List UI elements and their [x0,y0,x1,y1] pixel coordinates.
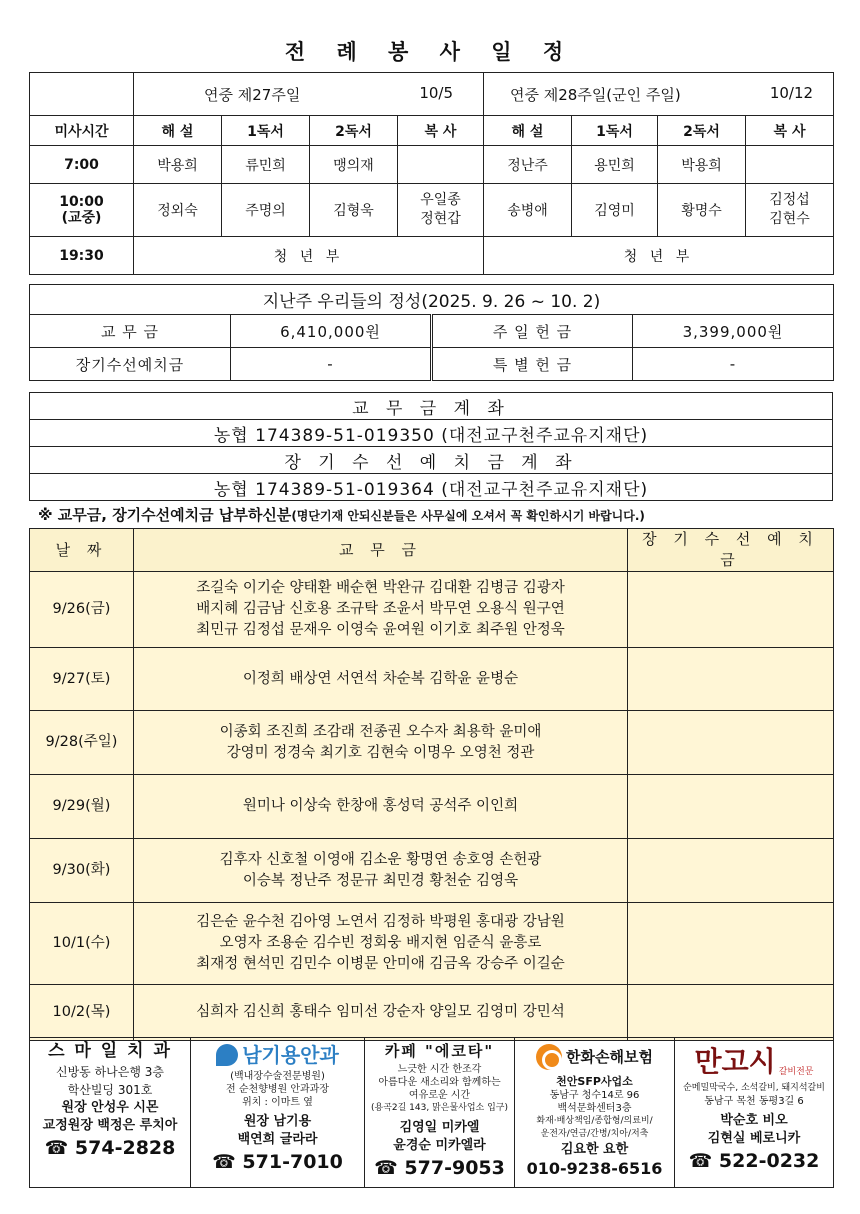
donor-table [29,528,834,1041]
week2-name: 연중 제28주일(군인 주일) [510,85,681,104]
ad-contact: 백연희 글라라 [237,1132,318,1147]
role-cell [398,146,484,184]
ad-contact: 김요한 요한 [560,1142,629,1157]
offering-row [30,315,834,348]
donor-row [30,839,834,903]
ad-line: 느긋한 시간 한조각 [397,1064,482,1075]
ad-contact: 원장 남기용 [243,1114,312,1129]
ad-phone: 010-9238-6516 [526,1159,663,1178]
ad-logo [675,1044,833,1080]
ad-dental [30,1038,191,1188]
role-cell: 맹의재 [310,146,398,184]
donor-date: 9/29(월) [30,775,134,839]
schedule-row [30,146,834,184]
donor-names: 김후자 신호철 이영애 김소운 황명연 송호영 손헌광 이승복 정난주 정문규 최민경 황천순 김영욱 [134,839,628,903]
col-header: 1독서 [572,116,658,146]
offering-label: 장기수선예치금 [30,348,231,381]
youth-group-cell: 청 년 부 [134,237,484,275]
donor-names: 조길숙 이기순 양태환 배순현 박완규 김대환 김병금 김광자 배지혜 김금남 신호용 조규탁 조윤서 박무연 오용식 원구연 최민규 김정섭 문재우 이영숙 윤여원 이기호 최주원 안정욱 [134,572,628,648]
page-title: 전 례 봉 사 일 정 [284,40,576,64]
repair-fund-names [628,711,834,775]
eye-drop-icon [216,1044,238,1066]
corner-cell [30,73,134,116]
ad-phone: ☎ 577-9053 [374,1157,505,1179]
donor-date: 10/1(수) [30,903,134,985]
ad-line: 화재·배상책임/종합형/의료비/ [536,1116,653,1126]
ad-line: 학산빌딩 301호 [67,1083,153,1097]
col-header: 2독서 [310,116,398,146]
mass-time: 10:00 (교중) [30,184,134,237]
offering-label: 주 일 헌 금 [432,315,633,348]
schedule-header-row [30,116,834,146]
col-header: 미사시간 [30,116,134,146]
ad-restaurant [675,1038,834,1188]
col-header: 장 기 수 선 예 치 금 [628,529,834,572]
ad-line: 여유로운 시간 [408,1090,471,1101]
col-header: 해 설 [134,116,222,146]
role-cell: 송병애 [484,184,572,237]
donor-names: 심희자 김신희 홍태수 임미선 강순자 양일모 김영미 강민석 [134,985,628,1041]
ad-line: 전 순천향병원 안과과장 [226,1084,329,1095]
account-number: 농협 174389-51-019364 (대전교구천주교유지재단) [30,474,833,501]
ad-phone: ☎ 522-0232 [688,1150,820,1172]
schedule-row [30,184,834,237]
offering-value: 3,399,000원 [633,315,834,348]
repair-fund-names [628,775,834,839]
week1-name: 연중 제27주일 [204,85,301,104]
offering-label: 특 별 헌 금 [432,348,633,381]
ad-logo [191,1044,364,1066]
donor-row [30,903,834,985]
ad-phone: ☎ 571-7010 [212,1151,343,1173]
role-cell: 김형욱 [310,184,398,237]
ad-cafe [365,1038,515,1188]
ad-contact: 김현실 베로니카 [707,1131,801,1146]
col-header: 복 사 [746,116,834,146]
ad-line: (백내장수술전문병원) [230,1071,325,1082]
repair-fund-names [628,839,834,903]
col-header: 2독서 [658,116,746,146]
ad-line: (용곡2길 143, 맑은물사업소 입구) [370,1103,508,1113]
donor-row [30,572,834,648]
ad-contact: 원장 안성우 시몬 [61,1100,159,1115]
ad-line: 운전자/연금/간병/치아/저축 [540,1129,649,1139]
account-title: 장 기 수 선 예 치 금 계 좌 [30,447,833,474]
donor-date: 10/2(목) [30,985,134,1041]
donor-date: 9/26(금) [30,572,134,648]
repair-fund-names [628,903,834,985]
offering-row [30,348,834,381]
ad-name: 남기용안과 [242,1042,339,1067]
ad-name: 만고시 [694,1045,776,1078]
ad-line: 아름다운 새소리와 함께하는 [378,1077,501,1088]
offering-table [29,284,834,381]
role-cell: 용민희 [572,146,658,184]
ad-name: 스 마 일 치 과 [48,1041,172,1061]
ad-line: 동남구 목천 동평3길 6 [704,1096,804,1107]
col-header: 교 무 금 [134,529,628,572]
accounts-table [29,392,833,501]
donor-row [30,985,834,1041]
role-cell [746,146,834,184]
notice-main: ※ 교무금, 장기수선예치금 납부하신분 [38,506,292,524]
donor-row [30,775,834,839]
ad-name: 한화손해보험 [566,1047,653,1066]
week2-date: 10/12 [769,83,814,102]
donor-header-row [30,529,834,572]
col-header: 날 짜 [30,529,134,572]
ad-line: 갈비전문 [778,1067,814,1077]
ad-contact: 박순호 비오 [720,1113,788,1128]
donor-date: 9/30(화) [30,839,134,903]
donor-date: 9/27(토) [30,648,134,711]
offering-value: - [633,348,834,381]
role-cell: 박용희 [658,146,746,184]
offering-value: 6,410,000원 [231,315,432,348]
role-cell: 정난주 [484,146,572,184]
ad-logo [515,1044,674,1070]
ad-contact: 교정원장 백정은 루치아 [42,1118,178,1133]
ad-line: 순메밀막국수, 소석갈비, 돼지석갈비 [683,1083,825,1093]
schedule-row [30,237,834,275]
donor-names: 김은순 윤수천 김아영 노연서 김정하 박평원 홍대광 강남원 오영자 조용순 김수빈 정회웅 배지현 임준식 윤흥로 최재정 현석민 김민수 이병문 안미애 김금옥 강승주 이길순 [134,903,628,985]
donor-names: 원미나 이상숙 한창애 홍성덕 공석주 이인희 [134,775,628,839]
account-number: 농협 174389-51-019350 (대전교구천주교유지재단) [30,420,833,447]
offering-value: - [231,348,432,381]
col-header: 해 설 [484,116,572,146]
ad-phone: ☎ 574-2828 [44,1137,176,1159]
youth-group-cell: 청 년 부 [484,237,834,275]
role-cell: 우일종 정현갑 [398,184,484,237]
ad-line: 동남구 청수14로 96 [549,1090,640,1101]
offering-label: 교 무 금 [30,315,231,348]
ad-line: 위치 : 이마트 옆 [242,1097,313,1108]
col-header: 1독서 [222,116,310,146]
week1-header [134,73,484,116]
role-cell: 김정섭 김현수 [746,184,834,237]
ad-line: 천안SFP사업소 [556,1075,633,1088]
account-title: 교 무 금 계 좌 [30,393,833,420]
donor-row [30,648,834,711]
offering-caption: 지난주 우리들의 정성(2025. 9. 26 ~ 10. 2) [30,285,834,315]
ad-line: 백석문화센터3층 [557,1103,632,1114]
week2-header [484,73,834,116]
ads-table [29,1037,834,1188]
role-cell: 박용희 [134,146,222,184]
role-cell: 정외숙 [134,184,222,237]
ad-line: 신방동 하나은행 3층 [55,1065,164,1079]
role-cell: 김영미 [572,184,658,237]
ad-contact: 김영일 미카엘 [399,1120,480,1135]
ad-insurance [515,1038,675,1188]
notice-sub: (명단기재 안되신분들은 사무실에 오셔서 꼭 확인하시기 바랍니다.) [291,509,645,523]
hanwha-logo-icon [536,1044,562,1070]
ad-name: 카페 "에코타" [384,1042,495,1060]
repair-fund-names [628,648,834,711]
donor-date: 9/28(주일) [30,711,134,775]
mass-time: 19:30 [30,237,134,275]
liturgy-schedule-table [29,72,834,275]
ad-contact: 윤경순 미카엘라 [393,1138,486,1153]
role-cell: 주명의 [222,184,310,237]
col-header: 복 사 [398,116,484,146]
mass-time: 7:00 [30,146,134,184]
role-cell: 류민희 [222,146,310,184]
role-cell: 황명수 [658,184,746,237]
payment-notice [38,504,645,525]
repair-fund-names [628,572,834,648]
ad-eye-clinic [191,1038,365,1188]
donor-row [30,711,834,775]
week1-date: 10/5 [419,83,453,102]
donor-names: 이정희 배상연 서연석 차순복 김학윤 윤병순 [134,648,628,711]
repair-fund-names [628,985,834,1041]
donor-names: 이종회 조진희 조감래 전종권 오수자 최용학 윤미애 강영미 정경숙 최기호 김현숙 이명우 오영천 정관 [134,711,628,775]
